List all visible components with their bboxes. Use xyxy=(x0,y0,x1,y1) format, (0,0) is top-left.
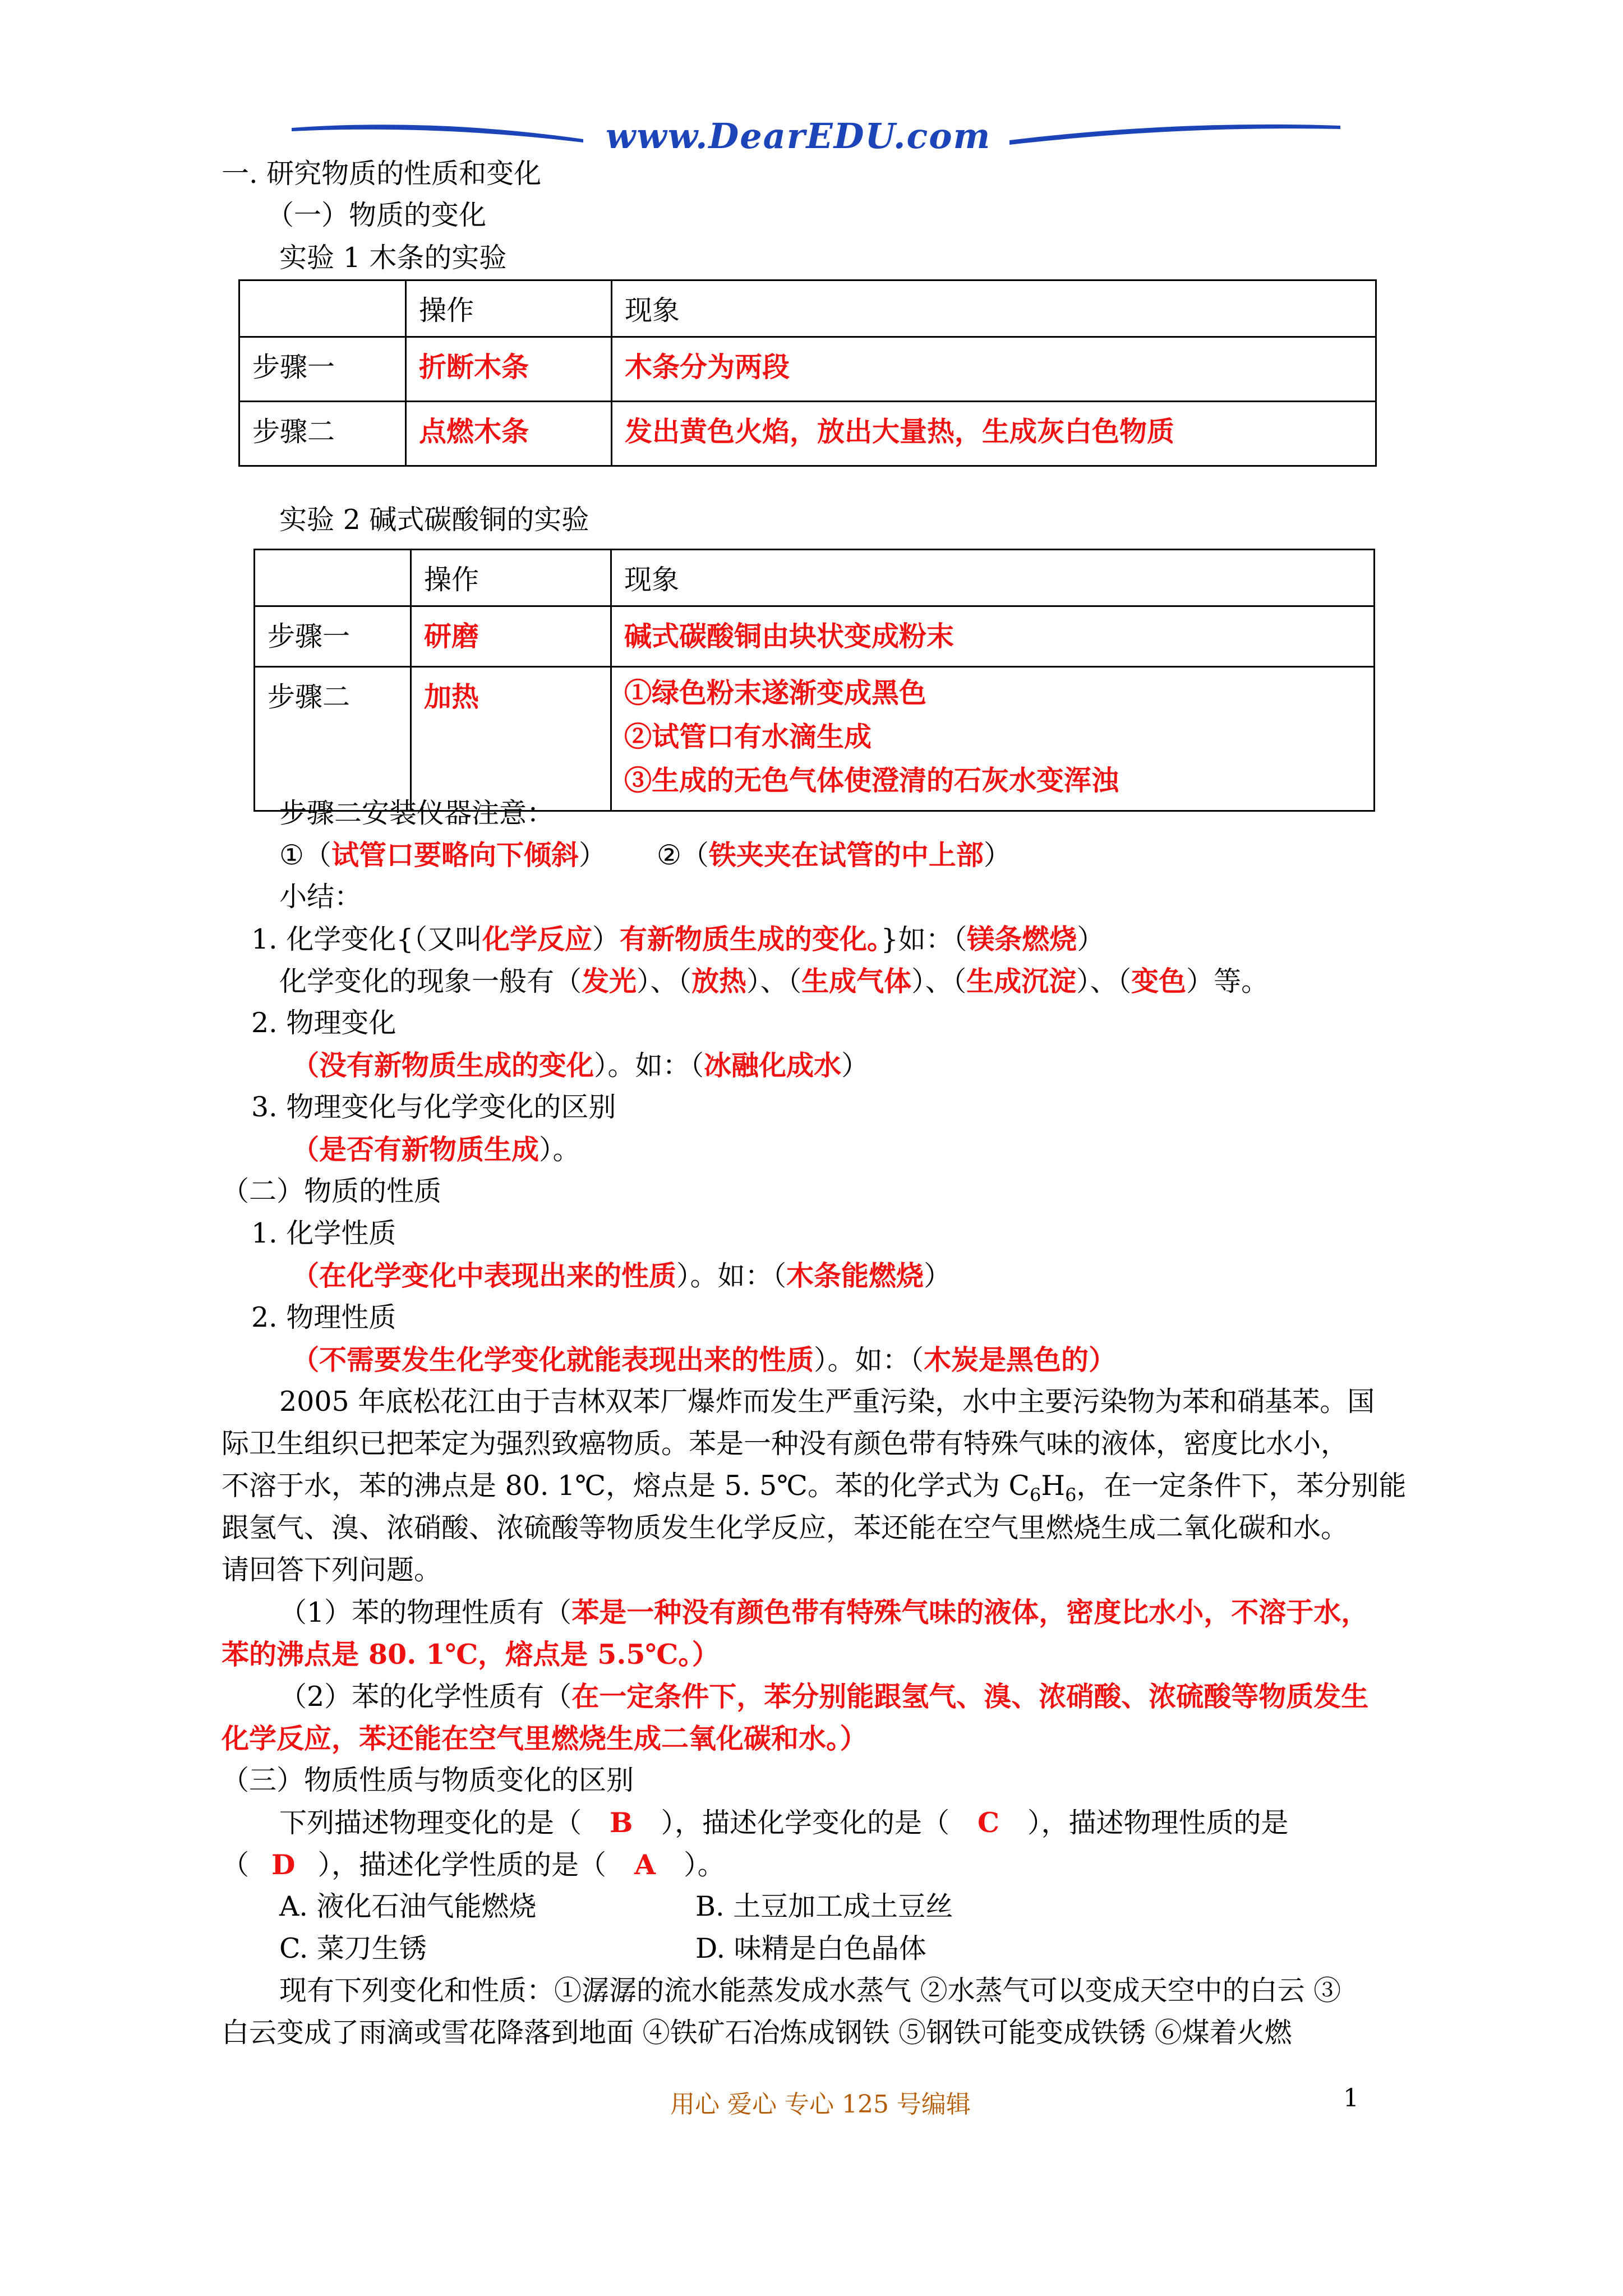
exp2-title: 实验 2 碱式碳酸铜的实验 xyxy=(279,504,589,536)
step-cell: 步骤一 xyxy=(239,337,406,402)
exp1-title: 实验 1 木条的实验 xyxy=(279,242,507,274)
paragraph-line: 现有下列变化和性质：①潺潺的流水能蒸发成水蒸气 ②水蒸气可以变成天空中的白云 ③ xyxy=(279,1975,1341,2007)
option-b: B. 土豆加工成土豆丝 xyxy=(695,1890,953,1922)
section1-title: 一. 研究物质的性质和变化 xyxy=(222,158,542,190)
operation-cell: 折断木条 xyxy=(406,337,612,402)
table-head-cell: 现象 xyxy=(611,550,1375,606)
option-a: A. 液化石油气能燃烧 xyxy=(279,1890,537,1922)
mc-question-line: （ D ），描述化学性质的是（ A ）。 xyxy=(222,1848,725,1881)
section1-sub1: （一）物质的变化 xyxy=(266,199,487,231)
question1-line: 苯的沸点是 80. 1℃，熔点是 5.5℃。） xyxy=(222,1638,720,1671)
operation-cell: 加热 xyxy=(411,667,611,811)
page-number: 1 xyxy=(1343,2084,1359,2113)
observation-cell xyxy=(611,667,1375,811)
table-row xyxy=(255,606,1375,667)
chem-phenomena-line: 化学变化的现象一般有（发光）、（放热）、（生成气体）、（生成沉淀）、（变色）等。 xyxy=(279,965,1269,997)
option-d: D. 味精是白色晶体 xyxy=(695,1932,926,1964)
table-row xyxy=(239,337,1376,402)
table-head-cell: 操作 xyxy=(411,550,611,606)
phys-change-title: 2. 物理变化 xyxy=(251,1007,396,1039)
paragraph-line: 白云变成了雨滴或雪花降落到地面 ④铁矿石冶炼成钢铁 ⑤钢铁可能变成铁锈 ⑥煤着火燃 xyxy=(222,2017,1292,2049)
operation-cell: 研磨 xyxy=(411,606,611,667)
paragraph-line: 2005 年底松花江由于吉林双苯厂爆炸而发生严重污染，水中主要污染物为苯和硝基苯。国 xyxy=(279,1386,1375,1418)
chem-change-line: 1. 化学变化{（又叫化学反应）有新物质生成的变化。}如：（镁条燃烧） xyxy=(251,923,1105,955)
question2-line: （2）苯的化学性质有（在一定条件下，苯分别能跟氢气、溴、浓硝酸、浓硫酸等物质发生 xyxy=(279,1680,1369,1713)
install-note-line: ①（试管口要略向下倾斜） ②（铁夹夹在试管的中上部） xyxy=(279,839,1011,871)
observation-cell: 木条分为两段 xyxy=(612,337,1376,402)
diff-line: （是否有新物质生成）。 xyxy=(292,1133,580,1166)
phys-prop-line: （不需要发生化学变化就能表现出来的性质）。如：（木炭是黑色的） xyxy=(292,1343,1117,1376)
observation-line: ①绿色粉末遂渐变成黑色 xyxy=(624,677,927,709)
paragraph-line: 不溶于水，苯的沸点是 80. 1℃，熔点是 5. 5℃。苯的化学式为 $C_6H_6$，在一定条件下，苯分别能 xyxy=(222,1470,1407,1506)
phys-change-line: （没有新物质生成的变化）。如：（冰融化成水） xyxy=(292,1049,869,1082)
step-cell: 步骤二 xyxy=(239,402,406,466)
section3-title: （三）物质性质与物质变化的区别 xyxy=(222,1764,634,1796)
question1-line: （1）苯的物理性质有（苯是一种没有颜色带有特殊气味的液体，密度比水小，不溶于水， xyxy=(279,1596,1369,1628)
step-cell: 步骤二 xyxy=(255,667,411,811)
observation-line: ②试管口有水滴生成 xyxy=(624,720,872,753)
site-logo-text: www.DearEDU.com xyxy=(606,116,992,157)
paragraph-line: 际卫生组织已把苯定为强烈致癌物质。苯是一种没有颜色带有特殊气味的液体，密度比水小， xyxy=(222,1428,1349,1460)
footer-text: 用心 爱心 专心 125 号编辑 xyxy=(670,2090,971,2119)
step-cell: 步骤一 xyxy=(255,606,411,667)
diff-title: 3. 物理变化与化学变化的区别 xyxy=(251,1091,616,1123)
summary-label: 小结： xyxy=(279,881,362,913)
phys-prop-title: 2. 物理性质 xyxy=(251,1301,396,1333)
exp2-table xyxy=(253,549,1375,812)
question2-line: 化学反应，苯还能在空气里燃烧生成二氧化碳和水。） xyxy=(222,1722,868,1755)
table-head-cell xyxy=(255,550,411,606)
observation-cell: 碱式碳酸铜由块状变成粉末 xyxy=(611,606,1375,667)
table-head-cell: 现象 xyxy=(612,280,1376,337)
paragraph-line: 请回答下列问题。 xyxy=(222,1554,442,1586)
install-note-title: 步骤二安装仪器注意： xyxy=(279,797,555,829)
table-head-cell: 操作 xyxy=(406,280,612,337)
section2-title: （二）物质的性质 xyxy=(222,1175,442,1207)
chem-prop-title: 1. 化学性质 xyxy=(251,1217,396,1249)
table-row xyxy=(239,402,1376,466)
site-header xyxy=(292,112,1340,163)
exp1-table xyxy=(238,279,1377,467)
table-head-cell xyxy=(239,280,406,337)
mc-question-line: 下列描述物理变化的是（ B ），描述化学变化的是（ C ），描述物理性质的是 xyxy=(279,1806,1289,1839)
option-c: C. 菜刀生锈 xyxy=(279,1932,427,1964)
paragraph-line: 跟氢气、溴、浓硝酸、浓硫酸等物质发生化学反应，苯还能在空气里燃烧生成二氧化碳和水。 xyxy=(222,1512,1349,1544)
table-row xyxy=(255,667,1375,811)
observation-line: ③生成的无色气体使澄清的石灰水变浑浊 xyxy=(624,764,1119,797)
chem-prop-line: （在化学变化中表现出来的性质）。如：（木条能燃烧） xyxy=(292,1259,952,1292)
observation-cell: 发出黄色火焰，放出大量热，生成灰白色物质 xyxy=(612,402,1376,466)
operation-cell: 点燃木条 xyxy=(406,402,612,466)
